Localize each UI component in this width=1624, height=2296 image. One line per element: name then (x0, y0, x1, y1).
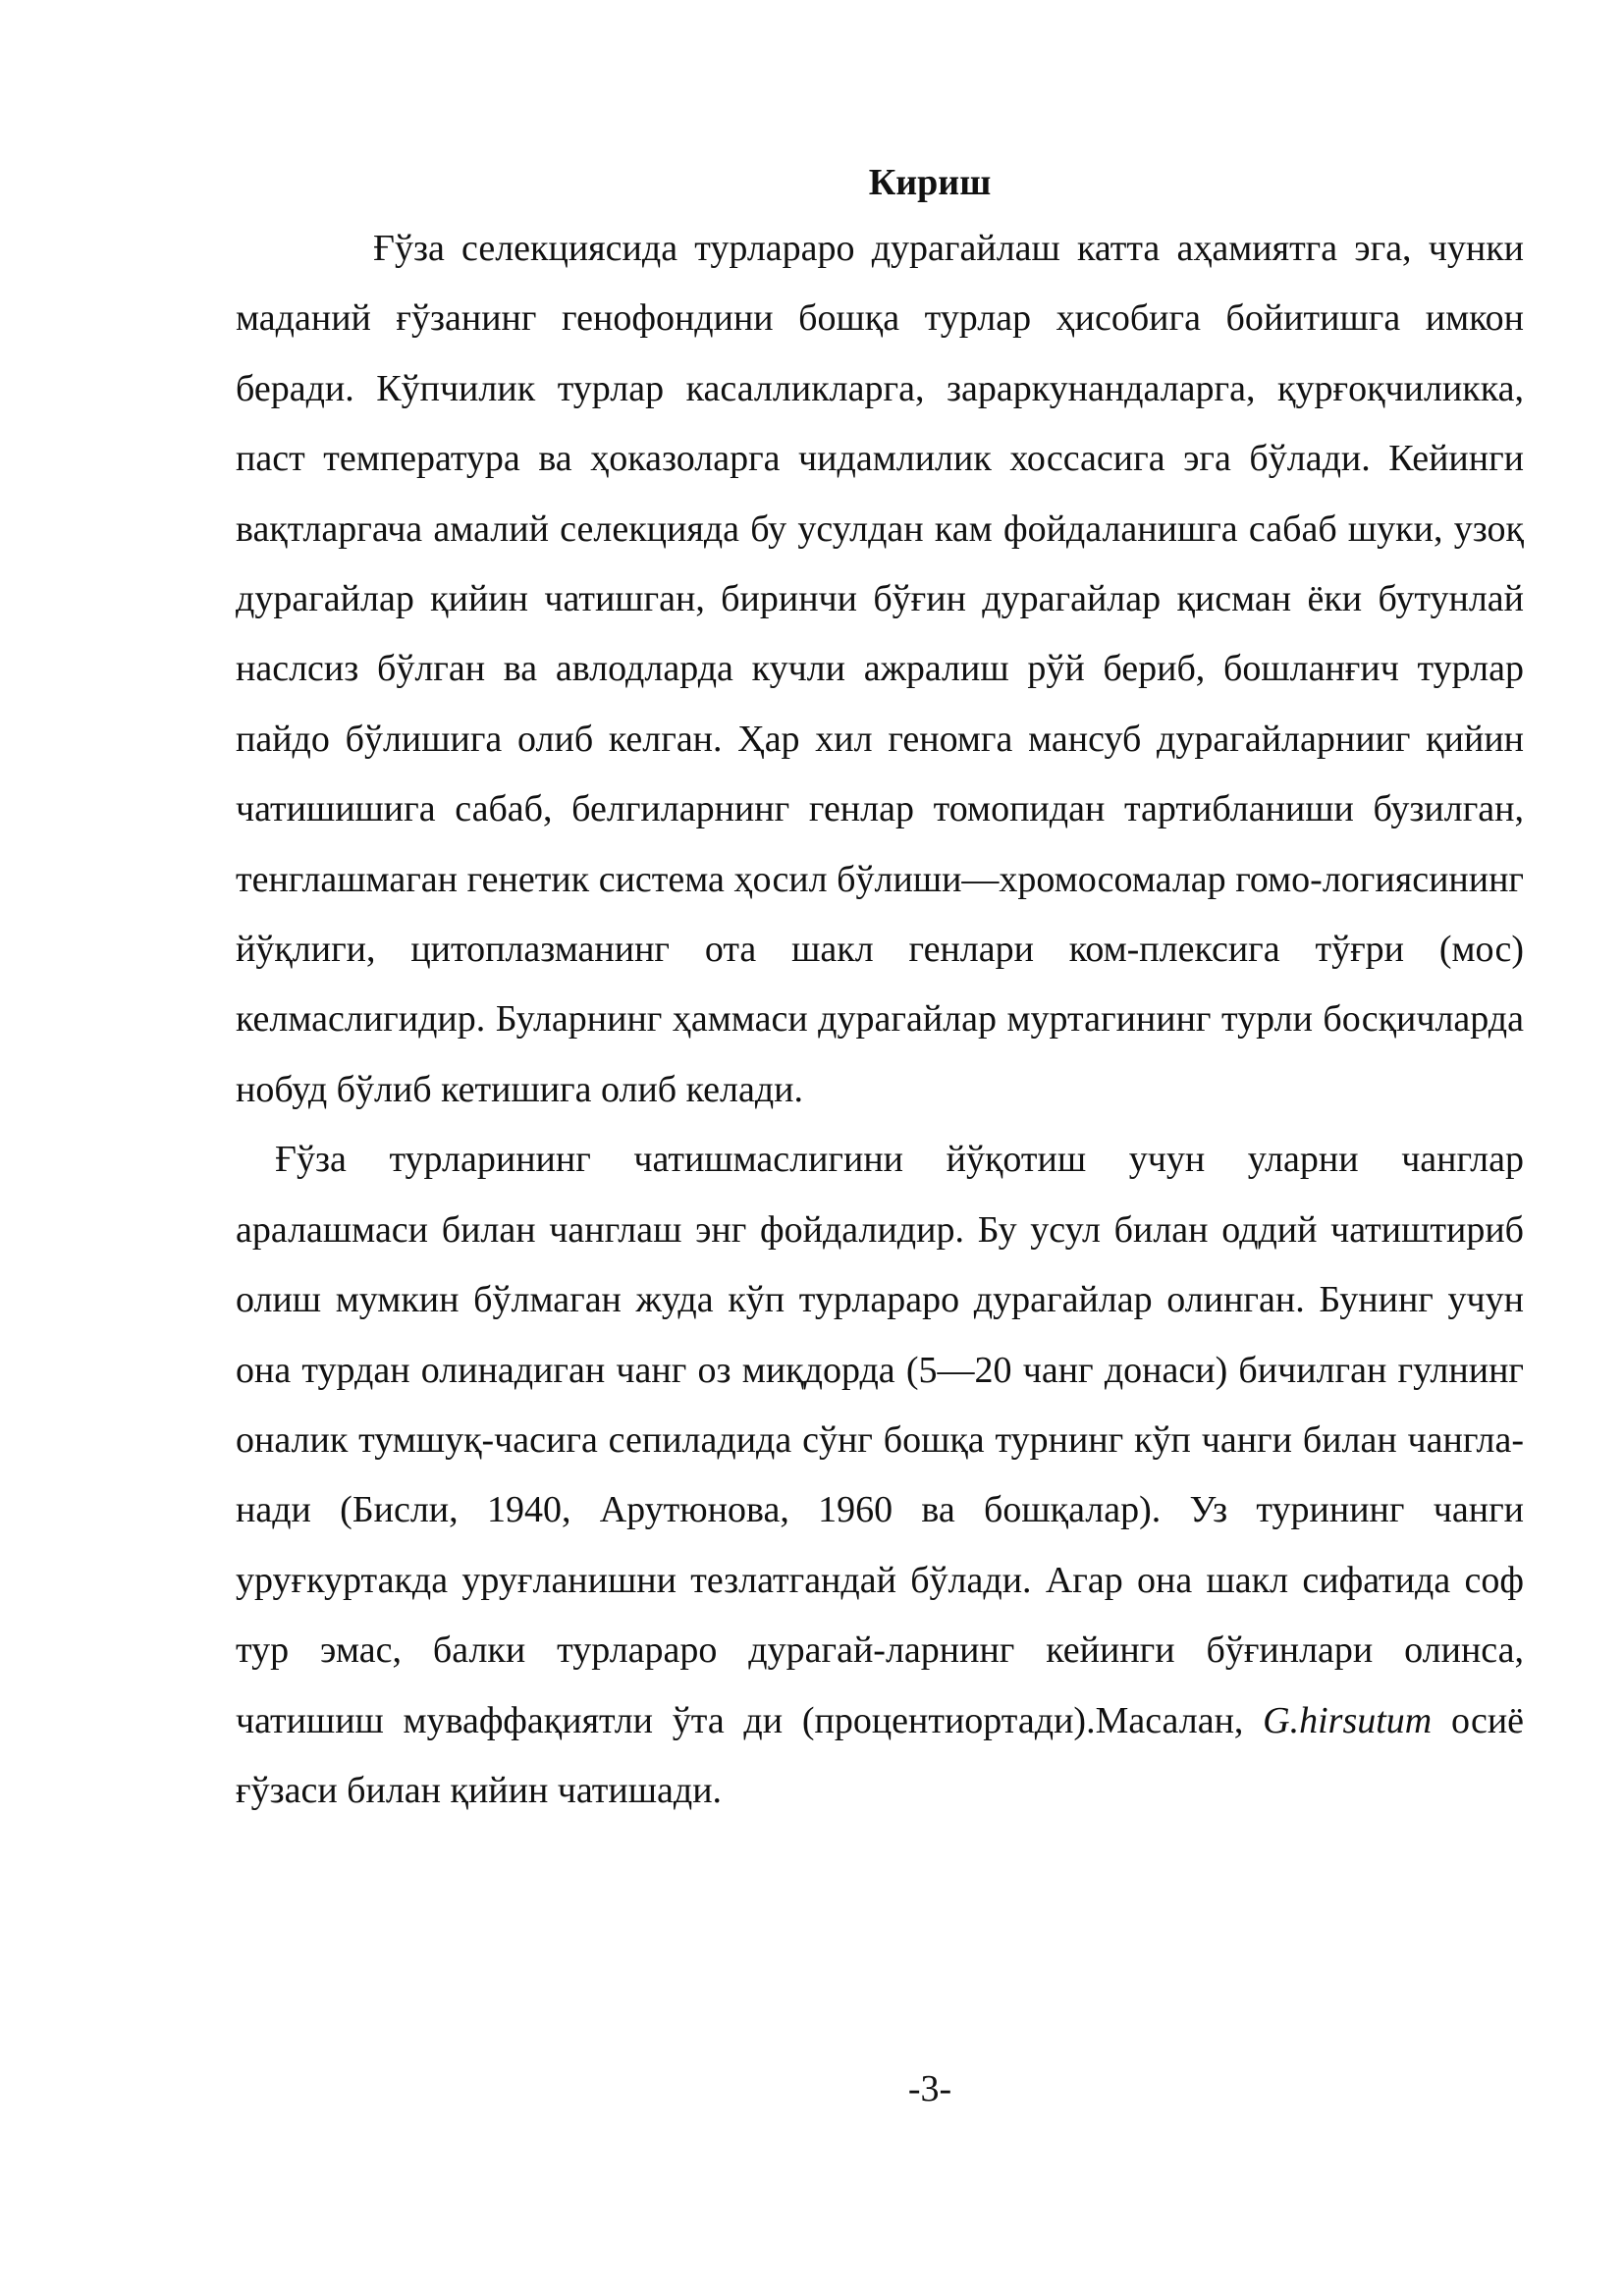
species-name: G.hirsutum (1263, 1699, 1433, 1741)
paragraph-1: Ғўза селекциясида турлараро дурагайлаш катта аҳамиятга эга, чунки маданий ғўзанинг генофондини бошқа турлар ҳисобига бойитишга имкон беради. Кўпчилик турлар касалликларга, зараркунандаларга, қурғоқчиликка, паст температура ва ҳоказоларга чидамлилик хоссасига эга бўлади. Кейинги вақтларгача амалий селекцияда бу усулдан кам фойдаланишга сабаб шуки, узоқ дурагайлар қийин чатишган, биринчи бўғин дурагайлар қисман ёки бутунлай наслсиз бўлган ва авлодларда кучли ажралиш рўй бериб, бошланғич турлар пайдо бўлишига олиб келган. Ҳар хил геномга мансуб дурагайларнииг қийин чатишишига сабаб, белгиларнинг генлар томопидан тартибланиши бузилган, тенглашмаган генетик система ҳосил бўлиши—хромосомалар гомо-логиясининг йўқлиги, цитоплазманинг ота шакл генлари ком-плексига тўғри (мос) келмаслигидир. Буларнинг ҳаммаси дурагайлар муртагининг турли босқичларда нобуд бўлиб кетишига олиб келади. (236, 228, 1524, 1110)
page-title: Кириш (868, 162, 992, 203)
paragraph-2 (236, 1125, 1524, 1826)
page-number: -3- (907, 2068, 952, 2109)
document-body (236, 214, 1524, 1826)
paragraph-2-end-text: осиё ғўзаси билан қийин чатишади. (236, 1699, 1525, 1811)
paragraph-2-main-text: Ғўза турларининг чатишмаслигини йўқотиш учун уларни чанглар аралашмаси билан чанглаш энг фойдалидир. Бу усул билан оддий чатиштириб олиш мумкин бўлмаган жуда кўп турлараро дурагайлар олинган. Бунинг учун она турдан олинадиган чанг оз миқдорда (5—20 чанг донаси) бичилган гулнинг оналик тумшуқ-часига сепиладида сўнг бошқа турнинг кўп чанги билан чангла-нади (Бисли, 1940, Арутюнова, 1960 ва бошқалар). Уз турининг чанги уруғкуртакда уруғланишни тезлатгандай бўлади. Агар она шакл сифатида соф тур эмас, балки турлараро дурагай-ларнинг кейинги бўғинлари олинса, чатишиш муваффақиятли ўта ди (процентиортади).Масалан, (236, 1139, 1524, 1741)
